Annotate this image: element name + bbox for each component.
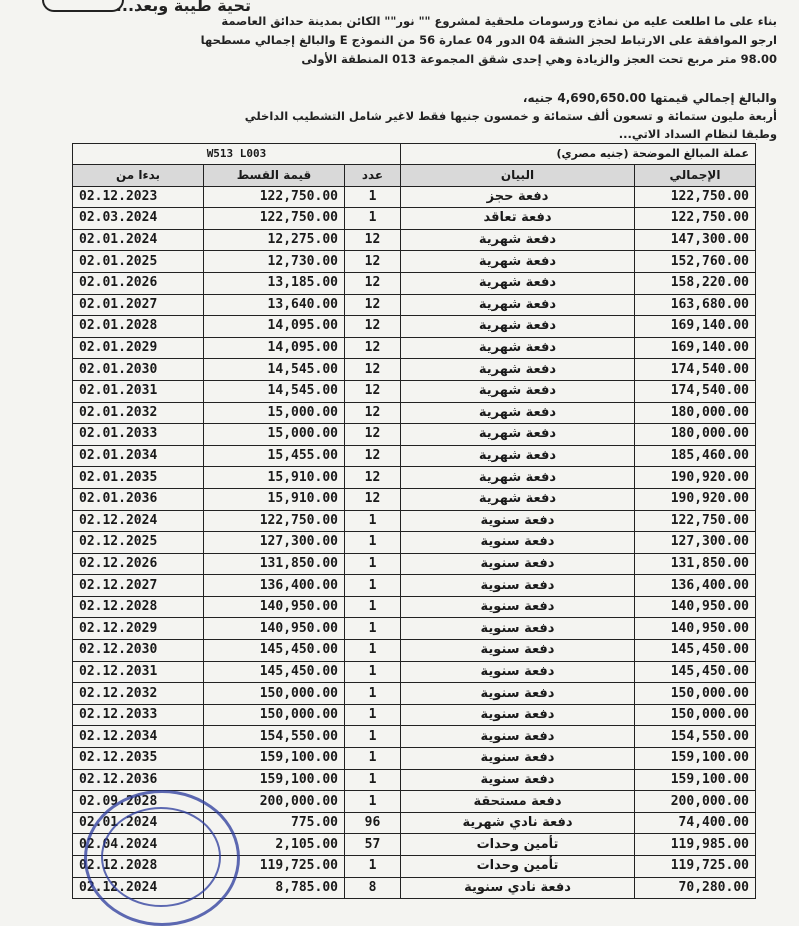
count-cell: 12 bbox=[345, 424, 401, 446]
table-row bbox=[73, 186, 756, 208]
total-cell: 119,985.00 bbox=[635, 834, 756, 856]
start-date-cell: 02.01.2036 bbox=[73, 488, 204, 510]
installment-value-cell: 140,950.00 bbox=[204, 618, 345, 640]
installment-value-cell: 13,185.00 bbox=[204, 272, 345, 294]
installment-value-cell: 15,000.00 bbox=[204, 424, 345, 446]
description-cell: دفعة سنوية bbox=[401, 618, 635, 640]
description-cell: دفعة شهرية bbox=[401, 488, 635, 510]
installment-value-cell: 15,910.00 bbox=[204, 488, 345, 510]
description-cell: دفعة سنوية bbox=[401, 510, 635, 532]
table-row bbox=[73, 618, 756, 640]
total-cell: 174,540.00 bbox=[635, 380, 756, 402]
table-row bbox=[73, 748, 756, 770]
description-cell: دفعة سنوية bbox=[401, 532, 635, 554]
count-cell: 1 bbox=[345, 208, 401, 230]
description-cell: دفعة شهرية bbox=[401, 272, 635, 294]
count-cell: 12 bbox=[345, 359, 401, 381]
installment-value-cell: 2,105.00 bbox=[204, 834, 345, 856]
count-cell: 12 bbox=[345, 445, 401, 467]
start-date-cell: 02.01.2035 bbox=[73, 467, 204, 489]
installment-value-cell: 15,000.00 bbox=[204, 402, 345, 424]
count-cell: 1 bbox=[345, 791, 401, 813]
description-cell: دفعة شهرية bbox=[401, 294, 635, 316]
count-cell: 1 bbox=[345, 596, 401, 618]
table-row bbox=[73, 683, 756, 705]
total-cell: 70,280.00 bbox=[635, 877, 756, 899]
table-row bbox=[73, 791, 756, 813]
total-cell: 163,680.00 bbox=[635, 294, 756, 316]
total-cell: 169,140.00 bbox=[635, 316, 756, 338]
payment-system-line: وطبقا لنظام السداد الاتي... bbox=[618, 127, 777, 141]
total-cell: 200,000.00 bbox=[635, 791, 756, 813]
count-cell: 1 bbox=[345, 661, 401, 683]
start-date-cell: 02.01.2027 bbox=[73, 294, 204, 316]
table-header-row bbox=[73, 165, 756, 187]
start-date-cell: 02.12.2029 bbox=[73, 618, 204, 640]
total-cell: 122,750.00 bbox=[635, 510, 756, 532]
installment-value-cell: 127,300.00 bbox=[204, 532, 345, 554]
start-date-cell: 02.01.2024 bbox=[73, 812, 204, 834]
total-cell: 180,000.00 bbox=[635, 424, 756, 446]
description-cell: دفعة نادي سنوية bbox=[401, 877, 635, 899]
table-row bbox=[73, 488, 756, 510]
installment-value-cell: 8,785.00 bbox=[204, 877, 345, 899]
description-cell: دفعة شهرية bbox=[401, 467, 635, 489]
start-date-cell: 02.12.2024 bbox=[73, 877, 204, 899]
total-cell: 147,300.00 bbox=[635, 229, 756, 251]
description-cell: دفعة نادي شهرية bbox=[401, 812, 635, 834]
table-row bbox=[73, 380, 756, 402]
header-total: الإجمالي bbox=[635, 165, 756, 187]
installment-value-cell: 159,100.00 bbox=[204, 769, 345, 791]
start-date-cell: 02.12.2033 bbox=[73, 704, 204, 726]
table-row bbox=[73, 337, 756, 359]
total-cell: 145,450.00 bbox=[635, 640, 756, 662]
description-cell: دفعة سنوية bbox=[401, 704, 635, 726]
installment-value-cell: 159,100.00 bbox=[204, 748, 345, 770]
currency-caption: عملة المبالغ الموضحة (جنيه مصري) bbox=[401, 144, 756, 165]
count-cell: 1 bbox=[345, 856, 401, 878]
start-date-cell: 02.01.2032 bbox=[73, 402, 204, 424]
installment-value-cell: 145,450.00 bbox=[204, 661, 345, 683]
count-cell: 12 bbox=[345, 272, 401, 294]
total-cell: 119,725.00 bbox=[635, 856, 756, 878]
start-date-cell: 02.12.2036 bbox=[73, 769, 204, 791]
description-cell: دفعة شهرية bbox=[401, 424, 635, 446]
description-cell: دفعة شهرية bbox=[401, 445, 635, 467]
total-cell: 169,140.00 bbox=[635, 337, 756, 359]
total-cell: 190,920.00 bbox=[635, 467, 756, 489]
installment-value-cell: 131,850.00 bbox=[204, 553, 345, 575]
count-cell: 12 bbox=[345, 316, 401, 338]
description-cell: دفعة سنوية bbox=[401, 661, 635, 683]
total-in-words: أربعة مليون ستمائة و تسعون ألف ستمائة و خمسون جنيها فقط لاغير شامل التشطيب الداخلي bbox=[244, 109, 777, 123]
description-cell: دفعة شهرية bbox=[401, 359, 635, 381]
count-cell: 12 bbox=[345, 251, 401, 273]
start-date-cell: 02.12.2034 bbox=[73, 726, 204, 748]
installment-value-cell: 150,000.00 bbox=[204, 704, 345, 726]
start-date-cell: 02.01.2028 bbox=[73, 316, 204, 338]
table-row bbox=[73, 856, 756, 878]
installment-value-cell: 12,730.00 bbox=[204, 251, 345, 273]
description-cell: دفعة حجز bbox=[401, 186, 635, 208]
start-date-cell: 02.04.2024 bbox=[73, 834, 204, 856]
description-cell: دفعة سنوية bbox=[401, 748, 635, 770]
total-cell: 159,100.00 bbox=[635, 769, 756, 791]
installment-value-cell: 140,950.00 bbox=[204, 596, 345, 618]
count-cell: 12 bbox=[345, 294, 401, 316]
total-cell: 190,920.00 bbox=[635, 488, 756, 510]
count-cell: 12 bbox=[345, 337, 401, 359]
table-row bbox=[73, 575, 756, 597]
installment-value-cell: 12,275.00 bbox=[204, 229, 345, 251]
unit-codes: W513 L003 bbox=[73, 144, 401, 165]
table-row bbox=[73, 877, 756, 899]
count-cell: 96 bbox=[345, 812, 401, 834]
total-cell: 122,750.00 bbox=[635, 208, 756, 230]
logo-mark bbox=[42, 0, 124, 12]
count-cell: 1 bbox=[345, 640, 401, 662]
installment-value-cell: 150,000.00 bbox=[204, 683, 345, 705]
count-cell: 1 bbox=[345, 618, 401, 640]
start-date-cell: 02.01.2025 bbox=[73, 251, 204, 273]
count-cell: 1 bbox=[345, 704, 401, 726]
letter-line-2: ارجو الموافقة على الارتباط لحجز الشقة 04 الدور 04 عمارة 56 من النموذج E والبالغ إجمالي مسطحها bbox=[200, 33, 777, 47]
description-cell: دفعة تعاقد bbox=[401, 208, 635, 230]
installment-value-cell: 145,450.00 bbox=[204, 640, 345, 662]
description-cell: دفعة سنوية bbox=[401, 553, 635, 575]
payment-schedule-table bbox=[72, 143, 756, 899]
total-cell: 140,950.00 bbox=[635, 596, 756, 618]
start-date-cell: 02.01.2029 bbox=[73, 337, 204, 359]
description-cell: دفعة سنوية bbox=[401, 575, 635, 597]
start-date-cell: 02.12.2028 bbox=[73, 596, 204, 618]
start-date-cell: 02.12.2032 bbox=[73, 683, 204, 705]
count-cell: 1 bbox=[345, 683, 401, 705]
total-cell: 127,300.00 bbox=[635, 532, 756, 554]
header-description: البيان bbox=[401, 165, 635, 187]
total-cell: 131,850.00 bbox=[635, 553, 756, 575]
installment-value-cell: 122,750.00 bbox=[204, 186, 345, 208]
count-cell: 1 bbox=[345, 186, 401, 208]
description-cell: دفعة سنوية bbox=[401, 769, 635, 791]
start-date-cell: 02.01.2026 bbox=[73, 272, 204, 294]
total-amount-line: والبالغ إجمالي قيمتها 4,690,650.00 جنيه، bbox=[522, 91, 777, 105]
table-row bbox=[73, 467, 756, 489]
count-cell: 12 bbox=[345, 402, 401, 424]
total-cell: 150,000.00 bbox=[635, 704, 756, 726]
count-cell: 1 bbox=[345, 726, 401, 748]
start-date-cell: 02.12.2028 bbox=[73, 856, 204, 878]
description-cell: دفعة سنوية bbox=[401, 683, 635, 705]
table-row bbox=[73, 812, 756, 834]
count-cell: 12 bbox=[345, 229, 401, 251]
count-cell: 1 bbox=[345, 575, 401, 597]
table-caption-row bbox=[73, 144, 756, 165]
start-date-cell: 02.12.2025 bbox=[73, 532, 204, 554]
total-cell: 159,100.00 bbox=[635, 748, 756, 770]
start-date-cell: 02.12.2030 bbox=[73, 640, 204, 662]
header-start-date: بدءا من bbox=[73, 165, 204, 187]
description-cell: تأمين وحدات bbox=[401, 856, 635, 878]
installment-value-cell: 14,545.00 bbox=[204, 380, 345, 402]
table-row bbox=[73, 553, 756, 575]
count-cell: 1 bbox=[345, 532, 401, 554]
table-row bbox=[73, 424, 756, 446]
installment-value-cell: 15,910.00 bbox=[204, 467, 345, 489]
start-date-cell: 02.01.2031 bbox=[73, 380, 204, 402]
start-date-cell: 02.12.2024 bbox=[73, 510, 204, 532]
start-date-cell: 02.12.2035 bbox=[73, 748, 204, 770]
description-cell: دفعة مستحقة bbox=[401, 791, 635, 813]
installment-value-cell: 122,750.00 bbox=[204, 208, 345, 230]
letter-line-1: بناء على ما اطلعت عليه من نماذج ورسومات ملحقية لمشروع "" نور"" الكائن بمدينة حدائق العاصمة bbox=[221, 14, 777, 28]
installment-value-cell: 14,095.00 bbox=[204, 316, 345, 338]
total-cell: 136,400.00 bbox=[635, 575, 756, 597]
table-row bbox=[73, 704, 756, 726]
start-date-cell: 02.12.2026 bbox=[73, 553, 204, 575]
count-cell: 57 bbox=[345, 834, 401, 856]
count-cell: 8 bbox=[345, 877, 401, 899]
table-row bbox=[73, 229, 756, 251]
total-cell: 140,950.00 bbox=[635, 618, 756, 640]
count-cell: 12 bbox=[345, 488, 401, 510]
installment-value-cell: 122,750.00 bbox=[204, 510, 345, 532]
table-row bbox=[73, 510, 756, 532]
total-cell: 74,400.00 bbox=[635, 812, 756, 834]
header-installment-value: قيمة القسط bbox=[204, 165, 345, 187]
installment-value-cell: 15,455.00 bbox=[204, 445, 345, 467]
description-cell: دفعة شهرية bbox=[401, 316, 635, 338]
count-cell: 1 bbox=[345, 748, 401, 770]
total-cell: 122,750.00 bbox=[635, 186, 756, 208]
table-row bbox=[73, 596, 756, 618]
start-date-cell: 02.12.2027 bbox=[73, 575, 204, 597]
description-cell: دفعة شهرية bbox=[401, 380, 635, 402]
installment-value-cell: 13,640.00 bbox=[204, 294, 345, 316]
installment-value-cell: 119,725.00 bbox=[204, 856, 345, 878]
start-date-cell: 02.01.2030 bbox=[73, 359, 204, 381]
total-cell: 152,760.00 bbox=[635, 251, 756, 273]
total-cell: 174,540.00 bbox=[635, 359, 756, 381]
table-row bbox=[73, 402, 756, 424]
table-row bbox=[73, 769, 756, 791]
total-cell: 150,000.00 bbox=[635, 683, 756, 705]
table-row bbox=[73, 532, 756, 554]
installment-value-cell: 136,400.00 bbox=[204, 575, 345, 597]
greeting: تحية طيبة وبعد... bbox=[115, 0, 251, 15]
count-cell: 1 bbox=[345, 769, 401, 791]
table-row bbox=[73, 251, 756, 273]
table-row bbox=[73, 445, 756, 467]
total-cell: 185,460.00 bbox=[635, 445, 756, 467]
count-cell: 12 bbox=[345, 467, 401, 489]
total-cell: 180,000.00 bbox=[635, 402, 756, 424]
installment-value-cell: 14,545.00 bbox=[204, 359, 345, 381]
count-cell: 12 bbox=[345, 380, 401, 402]
letter-header bbox=[0, 0, 799, 142]
table-row bbox=[73, 294, 756, 316]
description-cell: دفعة سنوية bbox=[401, 640, 635, 662]
table-row bbox=[73, 359, 756, 381]
count-cell: 1 bbox=[345, 510, 401, 532]
start-date-cell: 02.01.2024 bbox=[73, 229, 204, 251]
table-row bbox=[73, 640, 756, 662]
description-cell: تأمين وحدات bbox=[401, 834, 635, 856]
description-cell: دفعة شهرية bbox=[401, 251, 635, 273]
start-date-cell: 02.03.2024 bbox=[73, 208, 204, 230]
table-row bbox=[73, 726, 756, 748]
total-cell: 158,220.00 bbox=[635, 272, 756, 294]
table-row bbox=[73, 316, 756, 338]
start-date-cell: 02.01.2034 bbox=[73, 445, 204, 467]
total-cell: 154,550.00 bbox=[635, 726, 756, 748]
table-row bbox=[73, 272, 756, 294]
start-date-cell: 02.12.2031 bbox=[73, 661, 204, 683]
start-date-cell: 02.01.2033 bbox=[73, 424, 204, 446]
start-date-cell: 02.09.2028 bbox=[73, 791, 204, 813]
installment-value-cell: 775.00 bbox=[204, 812, 345, 834]
description-cell: دفعة شهرية bbox=[401, 402, 635, 424]
table-row bbox=[73, 661, 756, 683]
table-row bbox=[73, 208, 756, 230]
description-cell: دفعة سنوية bbox=[401, 596, 635, 618]
letter-line-3: 98.00 متر مربع تحت العجز والزيادة وهي إحدى شقق المجموعة 013 المنطقة الأولى bbox=[301, 52, 777, 66]
installment-value-cell: 14,095.00 bbox=[204, 337, 345, 359]
description-cell: دفعة شهرية bbox=[401, 337, 635, 359]
total-cell: 145,450.00 bbox=[635, 661, 756, 683]
description-cell: دفعة شهرية bbox=[401, 229, 635, 251]
installment-value-cell: 154,550.00 bbox=[204, 726, 345, 748]
installment-value-cell: 200,000.00 bbox=[204, 791, 345, 813]
count-cell: 1 bbox=[345, 553, 401, 575]
start-date-cell: 02.12.2023 bbox=[73, 186, 204, 208]
table-row bbox=[73, 834, 756, 856]
header-count: عدد bbox=[345, 165, 401, 187]
description-cell: دفعة سنوية bbox=[401, 726, 635, 748]
